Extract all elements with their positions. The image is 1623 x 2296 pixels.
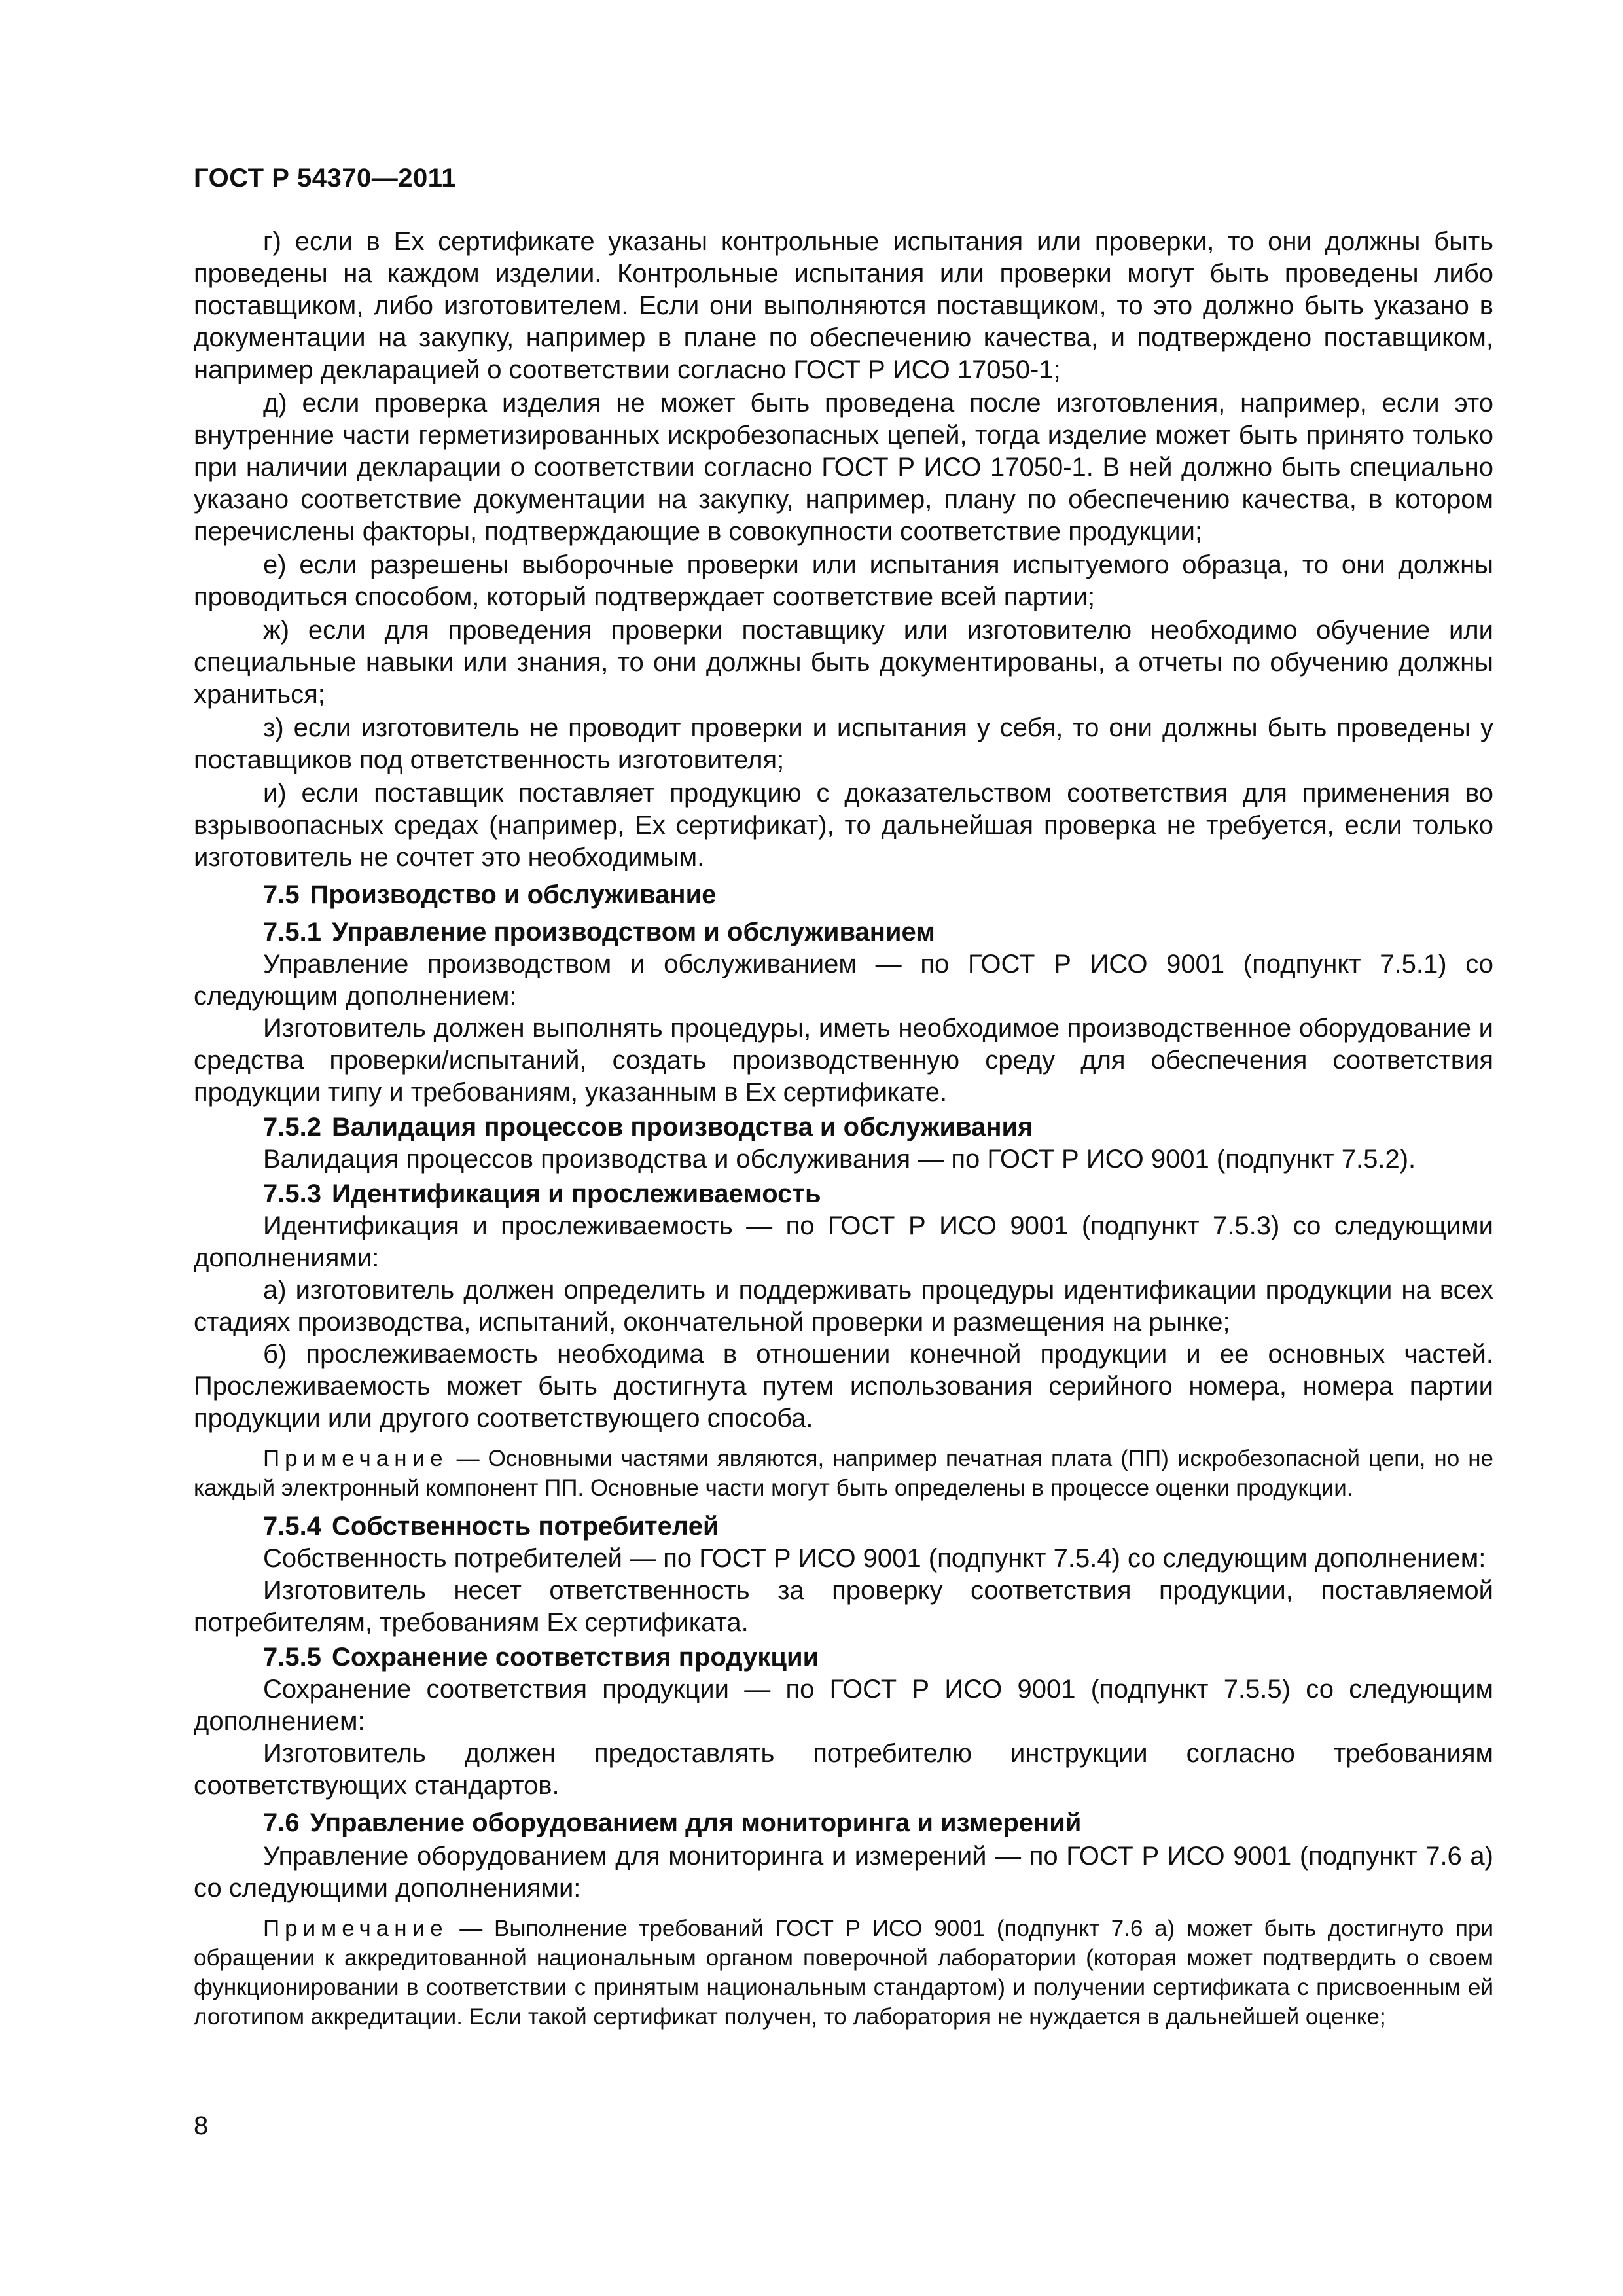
list-item-zh: ж) если для проведения проверки поставщику или изготовителю необходимо обучение или специальные навыки или знания, то они должны быть документированы, а отчеты по обучению должны храниться; xyxy=(194,616,1493,709)
section-heading-7-5-4 xyxy=(263,1511,1493,1543)
section-heading-7-6 xyxy=(263,1807,1493,1839)
note-7-5-3 xyxy=(194,1444,1493,1503)
section-number: 7.5.1 xyxy=(263,918,321,946)
list-item-i: и) если поставщик поставляет продукцию с доказательством соответствия для применения во взрывоопасных средах (например, Ех сертификат), то дальнейшая проверка не требуется, если только изготовитель не сочтет это необходимым. xyxy=(194,779,1493,872)
document-code-header: ГОСТ Р 54370—2011 xyxy=(194,164,456,192)
paragraph-7-5-4-intro: Собственность потребителей — по ГОСТ Р ИСО 9001 (подпункт 7.5.4) со следующим дополнением: xyxy=(263,1544,1486,1573)
section-heading-7-5-5 xyxy=(263,1641,1493,1674)
section-number: 7.5.2 xyxy=(263,1113,321,1141)
section-heading-7-5-3 xyxy=(263,1178,1493,1210)
list-item-z: з) если изготовитель не проводит проверки и испытания у себя, то они должны быть проведены у поставщиков под ответственность изготовителя; xyxy=(194,713,1493,774)
paragraph-7-5-1-addition: Изготовитель должен выполнять процедуры, иметь необходимое производственное оборудование и средства проверки/испытаний, создать производственную среду для обеспечения соответствия продукции типу и требованиям, указанным в Ех сертификате. xyxy=(194,1014,1493,1107)
paragraph-7-5-4-addition: Изготовитель несет ответственность за проверку соответствия продукции, поставляемой потребителям, требованиям Ех сертификата. xyxy=(194,1576,1493,1637)
paragraph-7-5-5-intro: Сохранение соответствия продукции — по ГОСТ Р ИСО 9001 (подпункт 7.5.5) со следующим дополнением: xyxy=(194,1675,1493,1736)
section-heading-7-5-1 xyxy=(263,916,1493,948)
list-item-b: б) прослеживаемость необходима в отношении конечной продукции и ее основных частей. Прослеживаемость может быть достигнута путем использования серийного номера, номера партии продукции или другого соответствующего способа. xyxy=(194,1340,1493,1433)
note-text: — Основными частями являются, например печатная плата (ПП) искробезопасной цепи, но не каждый электронный компонент ПП. Основные части могут быть определены в процессе оценки продукции. xyxy=(194,1446,1493,1501)
note-label: Примечание xyxy=(263,1446,448,1471)
page-number: 8 xyxy=(194,2111,209,2140)
list-item-e: е) если разрешены выборочные проверки или испытания испытуемого образца, то они должны проводиться способом, который подтверждает соответствие всей партии; xyxy=(194,550,1493,611)
paragraph-7-5-5-addition: Изготовитель должен предоставлять потребителю инструкции согласно требованиям соответствующих стандартов. xyxy=(194,1739,1493,1800)
section-title: Сохранение соответствия продукции xyxy=(331,1643,819,1672)
document-body xyxy=(194,226,1493,2039)
section-title: Валидация процессов производства и обслуживания xyxy=(331,1113,1033,1141)
note-text: — Выполнение требований ГОСТ Р ИСО 9001 (подпункт 7.6 а) может быть достигнуто при обращении к аккредитованной национальным органом поверочной лаборатории (которая может подтвердить о своем функционировании в соответствии с принятым национальным стандартом) и получении сертификата с присвоенным ей логотипом аккредитации. Если такой сертификат получен, то лаборатория не нуждается в дальнейшей оценке; xyxy=(194,1916,1493,2030)
list-item-a: а) изготовитель должен определить и поддерживать процедуры идентификации продукции на всех стадиях производства, испытаний, окончательной проверки и размещения на рынке; xyxy=(194,1276,1493,1336)
section-heading-7-5-2 xyxy=(263,1111,1493,1143)
section-title: Управление оборудованием для мониторинга и измерений xyxy=(310,1808,1082,1837)
section-number: 7.6 xyxy=(263,1808,300,1837)
section-number: 7.5 xyxy=(263,880,300,909)
section-number: 7.5.3 xyxy=(263,1179,321,1208)
note-label: Примечание xyxy=(263,1916,448,1941)
section-title: Управление производством и обслуживанием xyxy=(331,918,935,946)
section-heading-7-5 xyxy=(263,879,1493,911)
section-title: Собственность потребителей xyxy=(331,1512,719,1541)
paragraph-7-6-intro: Управление оборудованием для мониторинга и измерений — по ГОСТ Р ИСО 9001 (подпункт 7.6 а) со следующими дополнениями: xyxy=(194,1842,1493,1903)
paragraph-7-5-1-intro: Управление производством и обслуживанием — по ГОСТ Р ИСО 9001 (подпункт 7.5.1) со следующим дополнением: xyxy=(194,950,1493,1011)
paragraph-7-5-3-intro: Идентификация и прослеживаемость — по ГОСТ Р ИСО 9001 (подпункт 7.5.3) со следующими дополнениями: xyxy=(194,1211,1493,1272)
section-title: Производство и обслуживание xyxy=(310,880,717,909)
section-number: 7.5.4 xyxy=(263,1512,321,1541)
section-title: Идентификация и прослеживаемость xyxy=(331,1179,821,1208)
list-item-g: г) если в Ех сертификате указаны контрольные испытания или проверки, то они должны быть проведены на каждом изделии. Контрольные испытания или проверки могут быть проведены либо поставщиком, либо изготовителем. Если они выполняются поставщиком, то это должно быть указано в документации на закупку, например в плане по обеспечению качества, и подтверждено поставщиком, например декларацией о соответствии согласно ГОСТ Р ИСО 17050-1; xyxy=(194,227,1493,384)
list-item-d: д) если проверка изделия не может быть проведена после изготовления, например, если это внутренние части герметизированных искробезопасных цепей, тогда изделие может быть принято только при наличии декларации о соответствии согласно ГОСТ Р ИСО 17050-1. В ней должно быть специально указано соответствие документации на закупку, например, плану по обеспечению качества, в котором перечислены факторы, подтверждающие в совокупности соответствие продукции; xyxy=(194,389,1493,546)
section-number: 7.5.5 xyxy=(263,1643,321,1672)
note-7-6 xyxy=(194,1914,1493,2032)
paragraph-7-5-2: Валидация процессов производства и обслуживания — по ГОСТ Р ИСО 9001 (подпункт 7.5.2). xyxy=(263,1145,1416,1174)
